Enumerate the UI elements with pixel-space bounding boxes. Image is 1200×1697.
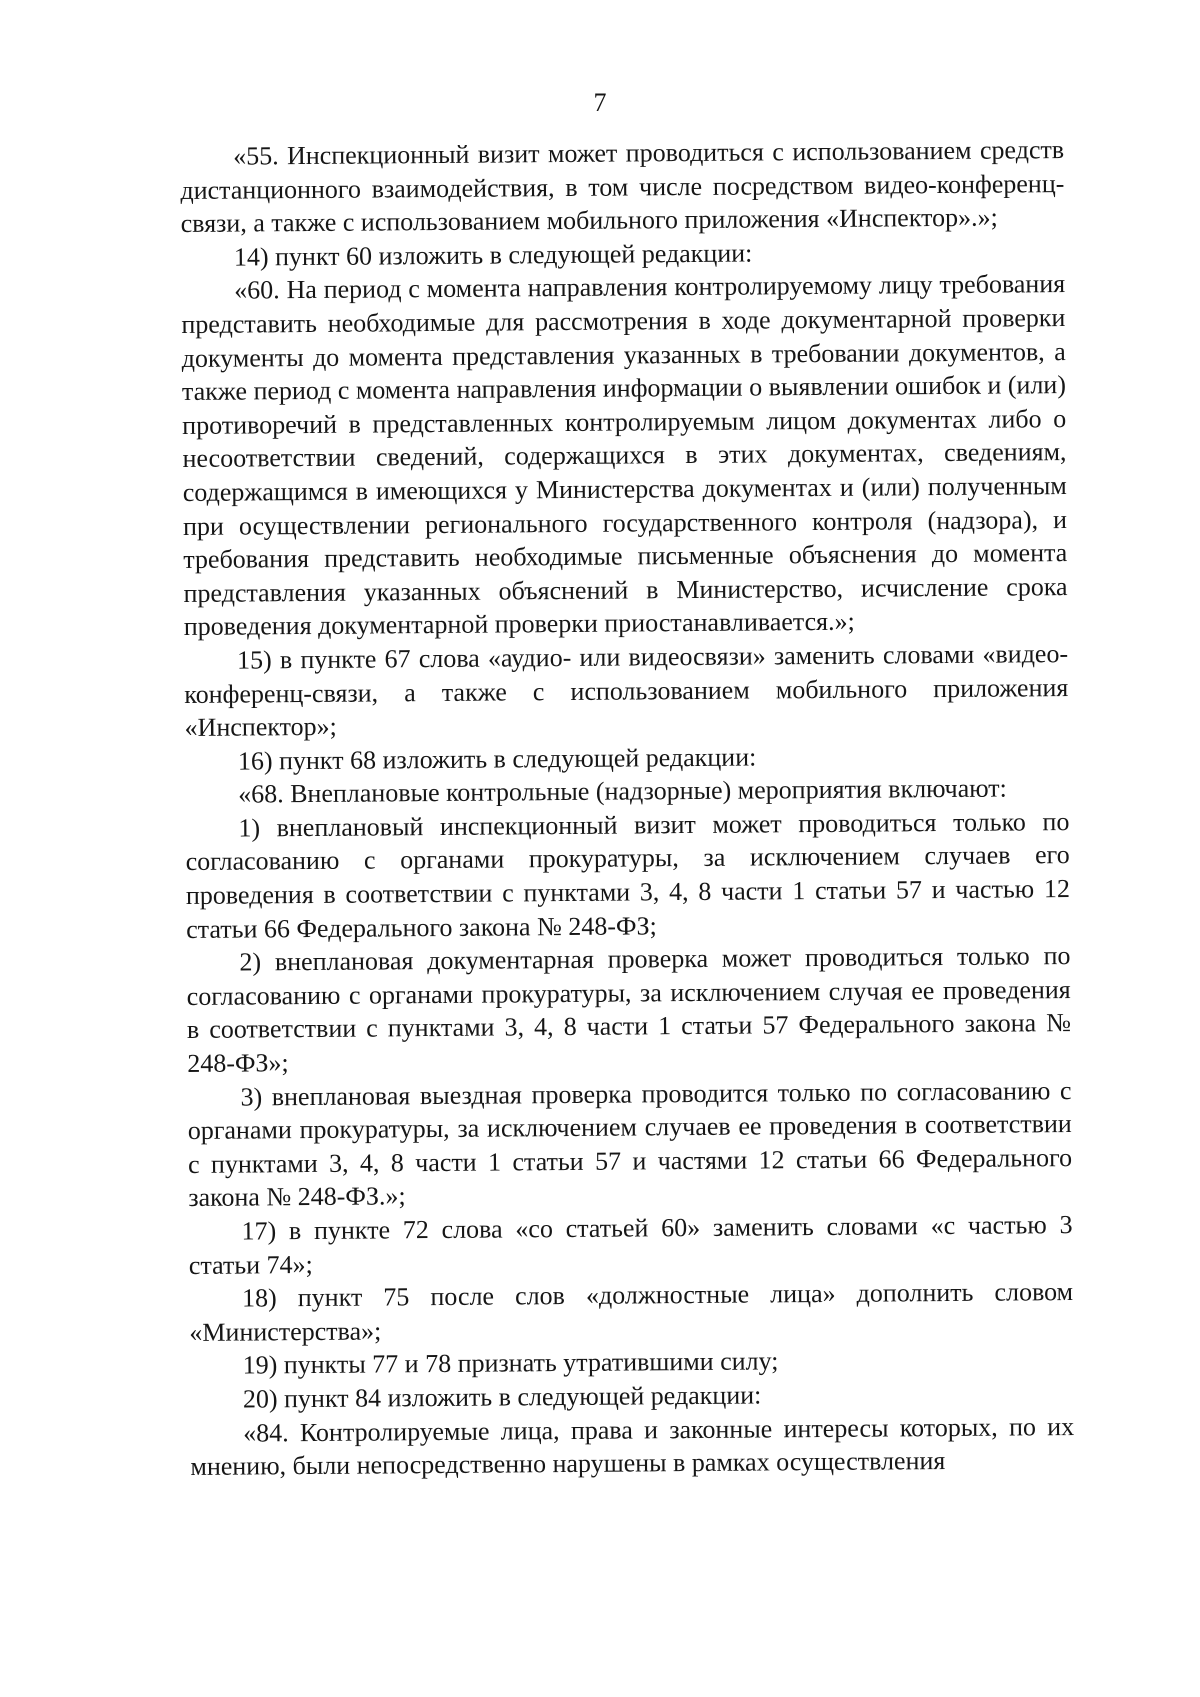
document-body — [180, 133, 1075, 1484]
paragraph-68-subitem-1: 1) внеплановый инспекционный визит может проводиться только по согласованию с органами прокуратуры, за исключением случаев его проведения в соответствии с пунктами 3, 4, 8 части 1 статьи 57 и частью 12 статьи 66 Федерального закона № 248-ФЗ; — [185, 806, 1071, 944]
paragraph-item-19: 19) пункты 77 и 78 признать утратившими силу; — [242, 1346, 779, 1380]
paragraph-84-controlled-persons: «84. Контролируемые лица, права и законные интересы которых, по их мнению, были непосредственно нарушены в рамках осуществления — [190, 1411, 1075, 1482]
paragraph-item-15: 15) в пункте 67 слова «аудио- или видеосвязи» заменить словами «видео-конференц-связи, а также с использованием мобильного приложения «Инспектор»; — [184, 638, 1069, 743]
paragraph-68-unscheduled-measures: «68. Внеплановые контрольные (надзорные) мероприятия включают: — [238, 773, 1007, 809]
paragraph-68-subitem-2: 2) внеплановая документарная проверка может проводиться только по согласованию с органами прокуратуры, за исключением случая ее проведения в соответствии с пунктами 3, 4, 8 части 1 статьи 57 Федерального закона № 248-ФЗ»; — [186, 941, 1072, 1079]
paragraph-68-subitem-3: 3) внеплановая выездная проверка проводится только по согласованию с органами прокуратуры, за исключением случаев ее проведения в соответствии с пунктами 3, 4, 8 части 1 статьи 57 и частями 12 статьи 66 Федерального закона № 248-ФЗ.»; — [187, 1075, 1073, 1213]
paragraph-item-17: 17) в пункте 72 слова «со статьей 60» заменить словами «с частью 3 статьи 74»; — [188, 1210, 1073, 1280]
paragraph-item-16: 16) пункт 68 изложить в следующей редакции: — [237, 742, 757, 776]
paragraph-item-14: 14) пункт 60 изложить в следующей редакции: — [233, 238, 753, 272]
paragraph-55-inspection-visit: «55. Инспекционный визит может проводиться с использованием средств дистанционного взаимодействия, в том числе посредством видео-конференц-связи, а также с использованием мобильного приложения «Инспектор».»; — [180, 135, 1065, 239]
paragraph-60-period: «60. На период с момента направления контролируемому лицу требования представить необходимые для рассмотрения в ходе документарной проверки документы до момента представления указанных в требовании документов, а также период с момента направления информации о выявлении ошибок и (или) противоречий в представленных контролируемым лицом документах либо о несоответствии сведений, содержащихся в этих документах, сведениям, содержащимся в имеющихся у Министерства документах и (или) полученным при осуществлении регионального государственного контроля (надзора), и требования представить необходимые письменные объяснения до момента представления указанных объяснений в Министерство, исчисление срока проведения документарной проверки приостанавливается.»; — [181, 269, 1068, 642]
page-number: 7 — [593, 88, 607, 117]
paragraph-item-20: 20) пункт 84 изложить в следующей редакции: — [242, 1380, 762, 1414]
paragraph-item-18: 18) пункт 75 после слов «должностные лица» дополнить словом «Министерства»; — [189, 1277, 1074, 1347]
